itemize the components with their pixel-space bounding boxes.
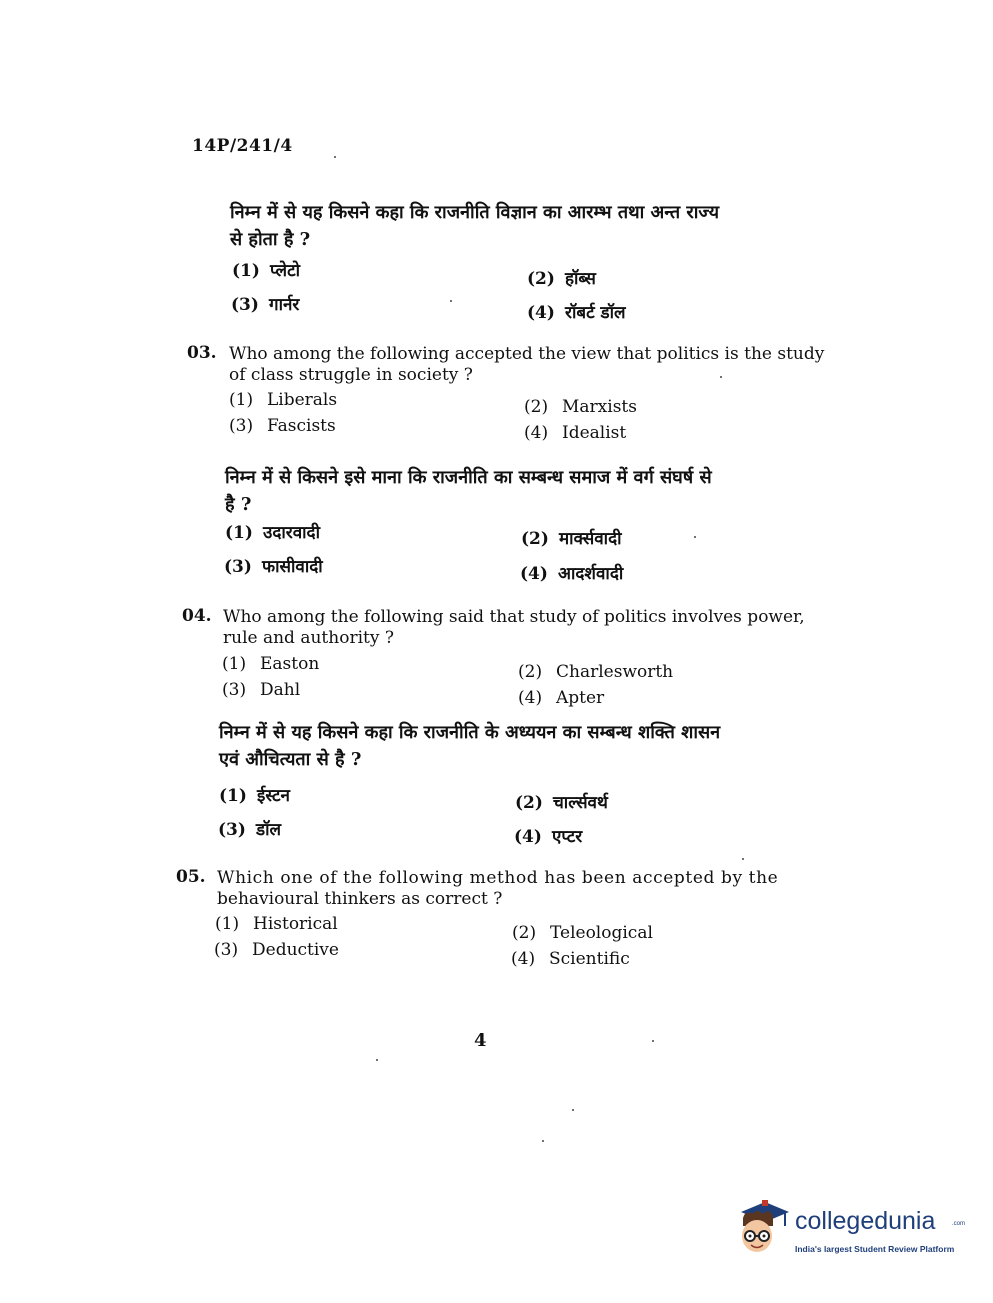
q02-option-2: (2) हॉब्स: [527, 269, 596, 289]
q03-hindi-line1: निम्न में से किसने इसे माना कि राजनीति का सम्बन्ध समाज में वर्ग संघर्ष से: [225, 467, 712, 488]
q03-number: 03.: [187, 343, 217, 363]
page-number: 4: [474, 1030, 487, 1051]
q05-option-2: (2) Teleological: [512, 923, 653, 943]
paper-code: 14P/241/4: [192, 136, 293, 156]
scan-speck: [542, 1140, 544, 1142]
q03-line2: of class struggle in society ?: [229, 365, 473, 385]
q05-line2: behavioural thinkers as correct ?: [217, 889, 503, 909]
q02-hindi-line2: से होता है ?: [230, 229, 311, 250]
logo-tagline: India's largest Student Review Platform: [795, 1244, 955, 1254]
q02-hindi-line1: निम्न में से यह किसने कहा कि राजनीति विज्ञान का आरम्भ तथा अन्त राज्य: [230, 202, 720, 223]
q03-hindi-option-4: (4) आदर्शवादी: [520, 564, 624, 584]
q03-line1: Who among the following accepted the view that politics is the study: [229, 344, 825, 364]
q04-hindi-line1: निम्न में से यह किसने कहा कि राजनीति के अध्ययन का सम्बन्ध शक्ति शासन: [219, 722, 721, 743]
scan-speck: [450, 300, 452, 302]
q04-hindi-line2: एवं औचित्यता से है ?: [219, 749, 362, 770]
q03-option-2: (2) Marxists: [524, 397, 637, 417]
q04-hindi-text: [219, 719, 829, 773]
q05-text: [217, 868, 817, 910]
logo-domain: .com: [952, 1221, 966, 1227]
scan-speck: [572, 1109, 574, 1111]
q02-hindi-text: [230, 199, 830, 253]
q03-hindi-option-2: (2) मार्क्सवादी: [521, 529, 622, 549]
q03-text: [229, 344, 829, 386]
q04-text: [223, 607, 823, 649]
scan-speck: [694, 536, 696, 538]
q05-line1: Which one of the following method has been accepted by the: [217, 868, 779, 888]
q02-option-4: (4) रॉबर्ट डॉल: [527, 303, 626, 323]
q03-option-3: (3) Fascists: [229, 416, 336, 436]
q05-number: 05.: [176, 867, 206, 887]
scan-speck: [652, 1040, 654, 1042]
scan-speck: [334, 156, 336, 158]
q04-hindi-option-1: (1) ईस्टन: [219, 786, 290, 806]
scan-speck: [720, 376, 722, 378]
q04-option-3: (3) Dahl: [222, 680, 301, 700]
q03-option-1: (1) Liberals: [229, 390, 338, 410]
scan-speck: [376, 1059, 378, 1061]
q04-line1: Who among the following said that study of politics involves power,: [223, 607, 805, 627]
scan-speck: [742, 858, 744, 860]
q04-hindi-option-2: (2) चार्ल्सवर्थ: [515, 793, 608, 813]
q03-option-4: (4) Idealist: [524, 423, 627, 443]
q04-option-1: (1) Easton: [222, 654, 320, 674]
q04-hindi-option-4: (4) एप्टर: [514, 827, 583, 847]
q02-option-1: (1) प्लेटो: [232, 261, 301, 281]
q04-hindi-option-3: (3) डॉल: [218, 820, 282, 840]
q03-hindi-line2: है ?: [225, 494, 252, 515]
logo-wordmark: collegedunia: [795, 1207, 936, 1235]
q05-option-4: (4) Scientific: [511, 949, 630, 969]
q03-hindi-text: [225, 464, 835, 518]
q03-hindi-option-1: (1) उदारवादी: [225, 523, 320, 543]
q02-option-3: (3) गार्नर: [231, 295, 300, 315]
q04-option-2: (2) Charlesworth: [518, 662, 674, 682]
q04-number: 04.: [182, 606, 212, 626]
q05-option-3: (3) Deductive: [214, 940, 339, 960]
collegedunia-mascot-icon: [735, 1196, 793, 1258]
q04-option-4: (4) Apter: [518, 688, 605, 708]
q04-line2: rule and authority ?: [223, 628, 394, 648]
q03-hindi-option-3: (3) फासीवादी: [224, 557, 323, 577]
q05-option-1: (1) Historical: [215, 914, 338, 934]
